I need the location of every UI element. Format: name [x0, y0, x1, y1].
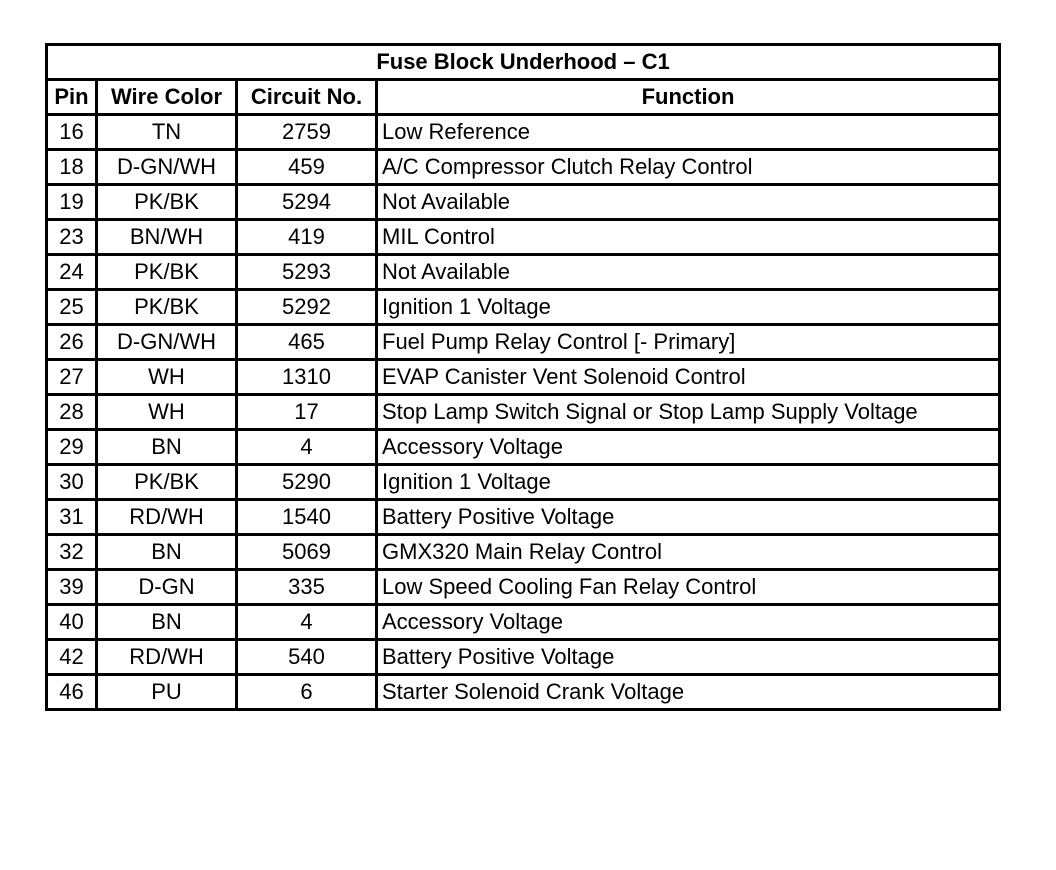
table-row: [47, 185, 1000, 220]
header-wire-color: Wire Color: [97, 80, 237, 115]
circuit-cell: 4: [237, 430, 377, 465]
pin-cell: 27: [47, 360, 97, 395]
circuit-cell: 540: [237, 640, 377, 675]
circuit-cell: 5290: [237, 465, 377, 500]
function-cell: Battery Positive Voltage: [377, 500, 1000, 535]
function-cell: Low Speed Cooling Fan Relay Control: [377, 570, 1000, 605]
table-row: [47, 500, 1000, 535]
table-title: Fuse Block Underhood – C1: [47, 45, 1000, 80]
table-row: [47, 535, 1000, 570]
table-row: [47, 640, 1000, 675]
header-pin: Pin: [47, 80, 97, 115]
function-cell: Accessory Voltage: [377, 605, 1000, 640]
function-cell: Stop Lamp Switch Signal or Stop Lamp Supply Voltage: [377, 395, 1000, 430]
table-row: [47, 325, 1000, 360]
function-cell: Not Available: [377, 255, 1000, 290]
circuit-cell: 2759: [237, 115, 377, 150]
circuit-cell: 5293: [237, 255, 377, 290]
pin-cell: 25: [47, 290, 97, 325]
wire-color-cell: PK/BK: [97, 185, 237, 220]
wire-color-cell: BN: [97, 535, 237, 570]
pin-cell: 46: [47, 675, 97, 710]
circuit-cell: 5069: [237, 535, 377, 570]
circuit-cell: 5294: [237, 185, 377, 220]
function-cell: Ignition 1 Voltage: [377, 465, 1000, 500]
wire-color-cell: TN: [97, 115, 237, 150]
function-cell: MIL Control: [377, 220, 1000, 255]
wire-color-cell: PK/BK: [97, 290, 237, 325]
header-circuit-no: Circuit No.: [237, 80, 377, 115]
pin-cell: 32: [47, 535, 97, 570]
wire-color-cell: PK/BK: [97, 465, 237, 500]
pin-cell: 18: [47, 150, 97, 185]
table-row: [47, 570, 1000, 605]
table-row: [47, 255, 1000, 290]
wire-color-cell: D-GN/WH: [97, 150, 237, 185]
wire-color-cell: PU: [97, 675, 237, 710]
function-cell: A/C Compressor Clutch Relay Control: [377, 150, 1000, 185]
pin-cell: 42: [47, 640, 97, 675]
wire-color-cell: BN/WH: [97, 220, 237, 255]
pin-cell: 24: [47, 255, 97, 290]
wire-color-cell: BN: [97, 430, 237, 465]
pin-cell: 23: [47, 220, 97, 255]
pin-cell: 26: [47, 325, 97, 360]
function-cell: Battery Positive Voltage: [377, 640, 1000, 675]
table-row: [47, 290, 1000, 325]
pin-cell: 30: [47, 465, 97, 500]
table-row: [47, 150, 1000, 185]
function-cell: EVAP Canister Vent Solenoid Control: [377, 360, 1000, 395]
function-cell: Starter Solenoid Crank Voltage: [377, 675, 1000, 710]
wire-color-cell: D-GN: [97, 570, 237, 605]
wire-color-cell: D-GN/WH: [97, 325, 237, 360]
pin-cell: 39: [47, 570, 97, 605]
function-cell: Accessory Voltage: [377, 430, 1000, 465]
table-row: [47, 115, 1000, 150]
circuit-cell: 17: [237, 395, 377, 430]
circuit-cell: 1310: [237, 360, 377, 395]
table-row: [47, 430, 1000, 465]
header-row: [47, 80, 1000, 115]
table-row: [47, 675, 1000, 710]
function-cell: GMX320 Main Relay Control: [377, 535, 1000, 570]
function-cell: Fuel Pump Relay Control [- Primary]: [377, 325, 1000, 360]
wire-color-cell: BN: [97, 605, 237, 640]
circuit-cell: 5292: [237, 290, 377, 325]
wire-color-cell: RD/WH: [97, 500, 237, 535]
pin-cell: 29: [47, 430, 97, 465]
wire-color-cell: WH: [97, 395, 237, 430]
connector-pinout-table: [45, 43, 1001, 711]
pin-cell: 40: [47, 605, 97, 640]
circuit-cell: 6: [237, 675, 377, 710]
circuit-cell: 419: [237, 220, 377, 255]
table-row: [47, 360, 1000, 395]
function-cell: Not Available: [377, 185, 1000, 220]
table-row: [47, 465, 1000, 500]
pin-cell: 31: [47, 500, 97, 535]
table-row: [47, 605, 1000, 640]
pin-cell: 16: [47, 115, 97, 150]
circuit-cell: 1540: [237, 500, 377, 535]
wire-color-cell: PK/BK: [97, 255, 237, 290]
wire-color-cell: WH: [97, 360, 237, 395]
wire-color-cell: RD/WH: [97, 640, 237, 675]
circuit-cell: 4: [237, 605, 377, 640]
circuit-cell: 465: [237, 325, 377, 360]
table-row: [47, 395, 1000, 430]
circuit-cell: 335: [237, 570, 377, 605]
function-cell: Ignition 1 Voltage: [377, 290, 1000, 325]
header-function: Function: [377, 80, 1000, 115]
title-row: [47, 45, 1000, 80]
pin-cell: 19: [47, 185, 97, 220]
table-row: [47, 220, 1000, 255]
function-cell: Low Reference: [377, 115, 1000, 150]
circuit-cell: 459: [237, 150, 377, 185]
pin-cell: 28: [47, 395, 97, 430]
